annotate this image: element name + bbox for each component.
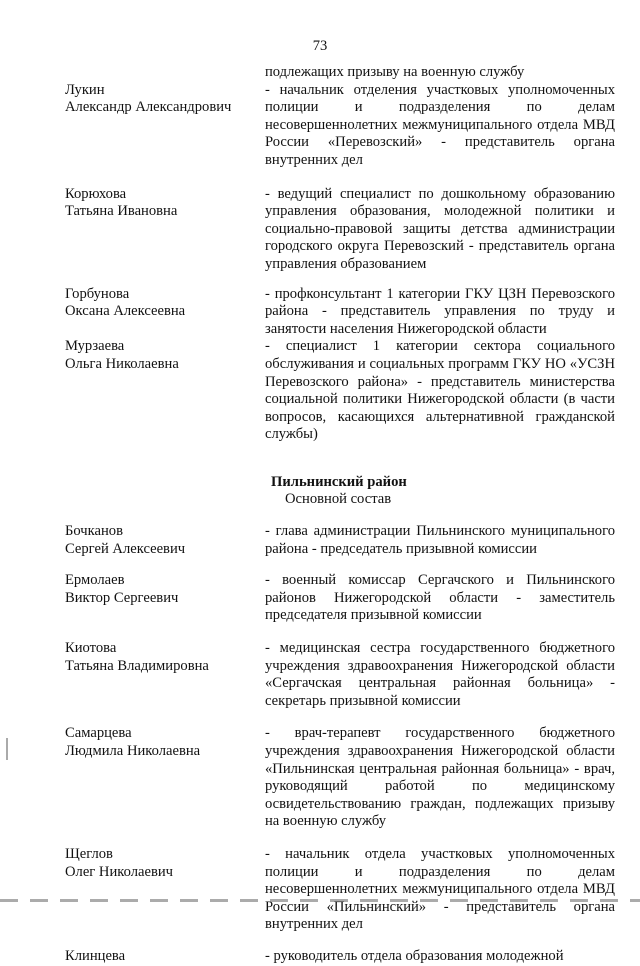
continuation-text: подлежащих призыву на военную службу xyxy=(265,64,525,80)
scan-edge-artifact xyxy=(0,899,640,902)
member-entry xyxy=(65,572,615,625)
member-entry xyxy=(65,523,615,558)
member-surname: Киотова xyxy=(65,640,117,657)
member-name xyxy=(65,640,265,710)
member-entry xyxy=(65,82,615,170)
member-role: - ведущий специалист по дошкольному образованию управления образования, молодежной политики и социально-правовой защиты детства администрации городского округа Перевозский - представитель органа управления образованием xyxy=(265,185,615,272)
member-name xyxy=(65,286,265,339)
member-surname: Корюхова xyxy=(65,185,127,202)
member-surname: Лукин xyxy=(65,81,105,98)
member-surname: Ермолаев xyxy=(65,572,125,589)
member-given-name: Людмила Николаевна xyxy=(65,743,201,759)
continuation-row xyxy=(65,64,615,82)
member-name xyxy=(65,523,265,558)
member-role: - глава администрации Пильнинского муниципального района - председатель призывной комиссии xyxy=(265,523,615,557)
member-given-name: Татьяна Владимировна xyxy=(65,657,209,674)
member-role: - профконсультант 1 категории ГКУ ЦЗН Перевозского района - представитель управления по труду и занятости населения Нижегородской области xyxy=(265,285,615,337)
section-subtitle: Основной состав xyxy=(285,491,392,508)
member-role: - врач-терапевт государственного бюджетного учреждения здравоохранения Нижегородской области «Пильнинская центральная районная больница» - врач, руководящий работой по медицинскому освидетельствованию граждан, подлежащих призыву на военную службу xyxy=(265,725,615,830)
member-entry xyxy=(65,846,615,934)
member-entry xyxy=(65,186,615,274)
member-surname: Бочканов xyxy=(65,523,123,540)
member-role: - медицинская сестра государственного бюджетного учреждения здравоохранения Нижегородской области «Сергачская центральная районная больница» - секретарь призывной комиссии xyxy=(265,640,615,709)
member-given-name: Сергей Алексеевич xyxy=(65,540,186,557)
member-name xyxy=(65,948,265,966)
member-given-name: Татьяна Ивановна xyxy=(65,203,178,220)
member-surname: Щеглов xyxy=(65,845,113,862)
scan-margin-mark xyxy=(6,738,8,760)
document-body xyxy=(65,64,615,966)
member-given-name: Виктор Сергеевич xyxy=(65,589,179,606)
member-role: - военный комиссар Сергачского и Пильнинского районов Нижегородской области - заместитель председателя призывной комиссии xyxy=(265,572,615,624)
member-surname: Мурзаева xyxy=(65,338,125,355)
member-given-name: Александр Александрович xyxy=(65,99,232,116)
member-name xyxy=(65,572,265,625)
member-name xyxy=(65,82,265,170)
member-surname: Клинцева xyxy=(65,947,126,964)
member-name xyxy=(65,725,265,831)
member-entry xyxy=(65,338,615,444)
member-given-name: Оксана Алексеевна xyxy=(65,303,186,320)
member-name xyxy=(65,186,265,274)
member-entry xyxy=(65,640,615,710)
member-given-name: Олег Николаевич xyxy=(65,863,174,880)
member-entry xyxy=(65,286,615,339)
member-name xyxy=(65,846,265,934)
page-number: 73 xyxy=(312,38,328,54)
section-title: Пильнинский район xyxy=(271,473,407,490)
member-name xyxy=(65,338,265,444)
member-surname: Горбунова xyxy=(65,285,130,302)
member-given-name: Ольга Николаевна xyxy=(65,355,179,372)
member-entry xyxy=(65,948,615,966)
member-role: - руководитель отдела образования молодежной xyxy=(265,947,564,964)
member-entry xyxy=(65,725,615,831)
member-role: - начальник отдела участковых уполномоченных полиции и подразделения по делам несовершеннолетних межмуниципального отдела МВД России «Пильнинский» - представитель органа внутренних дел xyxy=(265,845,615,933)
member-role: - специалист 1 категории сектора социального обслуживания и социальных программ ГКУ НО «УСЗН Перевозского района» - представитель министерства социальной политики Нижегородской области (в части вопросов, касающихся альтернативной гражданской службы) xyxy=(265,338,615,443)
member-role: - начальник отделения участковых уполномоченных полиции и подразделения по делам несовершеннолетних межмуниципального отдела МВД России «Перевозский» - представитель органа внутренних дел xyxy=(265,81,615,168)
member-surname: Самарцева xyxy=(65,725,132,742)
